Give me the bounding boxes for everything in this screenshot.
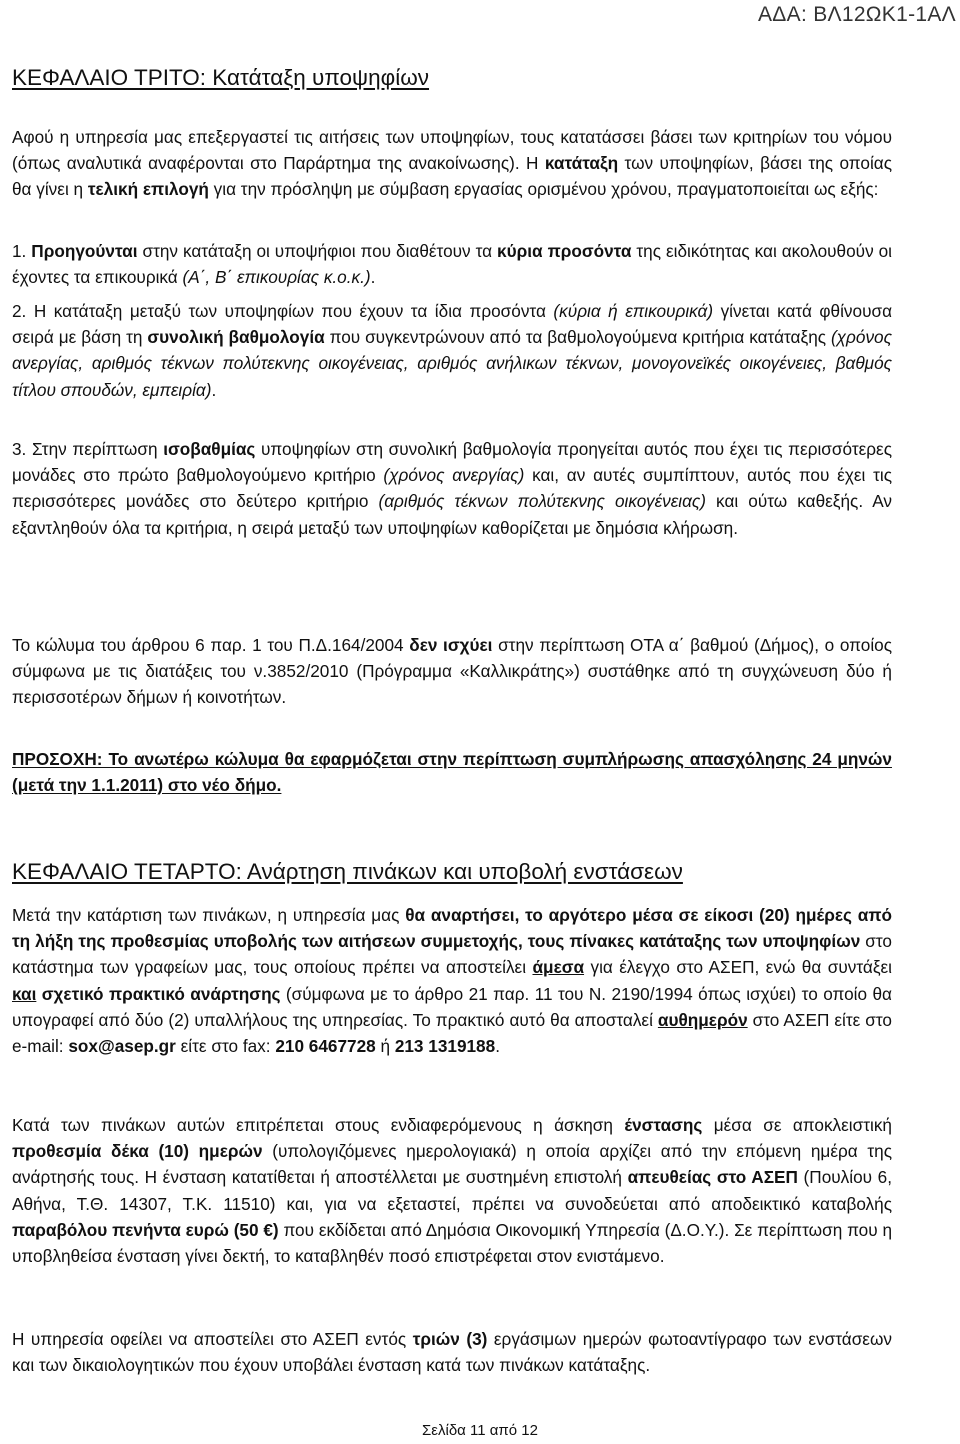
kolyma-paragraph: Το κώλυμα του άρθρου 6 παρ. 1 του Π.Δ.164/2004 δεν ισχύει στην περίπτωση ΟΤΑ α΄ βαθμού (Δήμος), ο οποίος σύμφωνα με τις διατάξεις του ν.3852/2010 (Πρόγραμμα «Καλλικράτης») συστάθηκε από τη συγχώνευση δύο ή περισσοτέρων δήμων ή κοινοτήτων. [12, 635, 892, 708]
posting-paragraph: Μετά την κατάρτιση των πινάκων, η υπηρεσία μας θα αναρτήσει, το αργότερο μέσα σε είκοσι (20) ημέρες από τη λήξη της προθεσμίας υποβολής των αιτήσεων συμμετοχής, τους πίνακες κατάταξης των υποψηφίων στο κατάστημα των γραφείων μας, τους οποίους πρέπει να αποστείλει άμεσα για έλεγχο στο ΑΣΕΠ, ενώ θα συντάξει και σχετικό πρακτικό ανάρτησης (σύμφωνα με το άρθρο 21 παρ. 11 του Ν. 2190/1994 όπως ισχύει) το οποίο θα υπογραφεί από δύο (2) υπαλλήλους της υπηρεσίας. Το πρακτικό αυτό θα αποσταλεί αυθημερόν στο ΑΣΕΠ είτε στο e-mail: sox@asep.gr είτε στο fax: 210 6467728 ή 213 1319188. [12, 905, 893, 1057]
forwarding-paragraph: Η υπηρεσία οφείλει να αποστείλει στο ΑΣΕΠ εντός τριών (3) εργάσιμων ημερών φωτοαντίγραφο των ενστάσεων και των δικαιολογητικών που έχουν υποβάλει ένσταση κατά των πινάκων κατάταξης. [12, 1329, 892, 1376]
page-footer: Σελίδα 11 από 12 [422, 1422, 538, 1439]
ranking-rule-2: 2. Η κατάταξη μεταξύ των υποψηφίων που έχουν τα ίδια προσόντα (κύρια ή επικουρικά) γίνεται κατά φθίνουσα σειρά με βάση τη συνολική βαθμολογία που συγκεντρώνουν από τα βαθμολογούμενα κριτήρια κατάταξης (χρόνος ανεργίας, αριθμός τέκνων πολύτεκνης οικογένειας, αριθμός ανήλικων τέκνων, μονογονεϊκές οικογένειες, βαθμός τίτλου σπουδών, εμπειρία). [12, 301, 893, 400]
objection-paragraph: Κατά των πινάκων αυτών επιτρέπεται στους ενδιαφερόμενους η άσκηση ένστασης μέσα σε αποκλειστική προθεσμία δέκα (10) ημερών (υπολογιζόμενες ημερολογιακά) η οποία αρχίζει από την επόμενη ημέρα της ανάρτησής τους. Η ένσταση κατατίθεται ή αποστέλλεται με συστημένη επιστολή απευθείας στο ΑΣΕΠ (Πουλίου 6, Αθήνα, Τ.Θ. 14307, Τ.Κ. 11510) και, για να εξεταστεί, πρέπει να συνοδεύεται από αποδεικτικό καταβολής παραβόλου πενήντα ευρώ (50 €) που εκδίδεται από Δημόσια Οικονομική Υπηρεσία (Δ.Ο.Υ.). Σε περίπτωση που η υποβληθείσα ένσταση γίνει δεκτή, το καταβληθέν ποσό επιστρέφεται στον ενιστάμενο. [12, 1115, 892, 1267]
ada-code: ΑΔΑ: ΒΛ12ΩΚ1-1ΑΛ [758, 3, 956, 26]
chapter3-title: ΚΕΦΑΛΑΙΟ ΤΡΙΤΟ: Κατάταξη υποψηφίων [12, 65, 430, 90]
chapter4-title: ΚΕΦΑΛΑΙΟ ΤΕΤΑΡΤΟ: Ανάρτηση πινάκων και υποβολή ενστάσεων [12, 859, 683, 884]
chapter3-intro: Αφού η υπηρεσία μας επεξεργαστεί τις αιτήσεις των υποψηφίων, τους κατατάσσει βάσει των κριτηρίων του νόμου (όπως αναλυτικά αναφέρονται στο Παράρτημα της ανακοίνωσης). Η κατάταξη των υποψηφίων, βάσει της οποίας θα γίνει η τελική επιλογή για την πρόσληψη με σύμβαση εργασίας ορισμένου χρόνου, πραγματοποιείται ως εξής: [12, 127, 892, 200]
ranking-rule-1: 1. Προηγούνται στην κατάταξη οι υποψήφιοι που διαθέτουν τα κύρια προσόντα της ειδικότητας και ακολουθούν οι έχοντες τα επικουρικά (Α΄, Β΄ επικουρίας κ.ο.κ.). [12, 241, 893, 288]
attention-notice: ΠΡΟΣΟΧΗ: Το ανωτέρω κώλυμα θα εφαρμόζεται στην περίπτωση συμπλήρωσης απασχόλησης 24 μηνών (μετά την 1.1.2011) στο νέο δήμο. [12, 749, 892, 796]
ranking-rule-3: 3. Στην περίπτωση ισοβαθμίας υποψηφίων στη συνολική βαθμολογία προηγείται αυτός που έχει τις περισσότερες μονάδες στο πρώτο βαθμολογούμενο κριτήριο (χρόνος ανεργίας) και, αν αυτές συμπίπτουν, αυτός που έχει τις περισσότερες μονάδες στο δεύτερο κριτήριο (αριθμός τέκνων πολύτεκνης οικογένειας) και ούτω καθεξής. Αν εξαντληθούν όλα τα κριτήρια, η σειρά μεταξύ των υποψηφίων καθορίζεται με δημόσια κλήρωση. [12, 439, 893, 538]
